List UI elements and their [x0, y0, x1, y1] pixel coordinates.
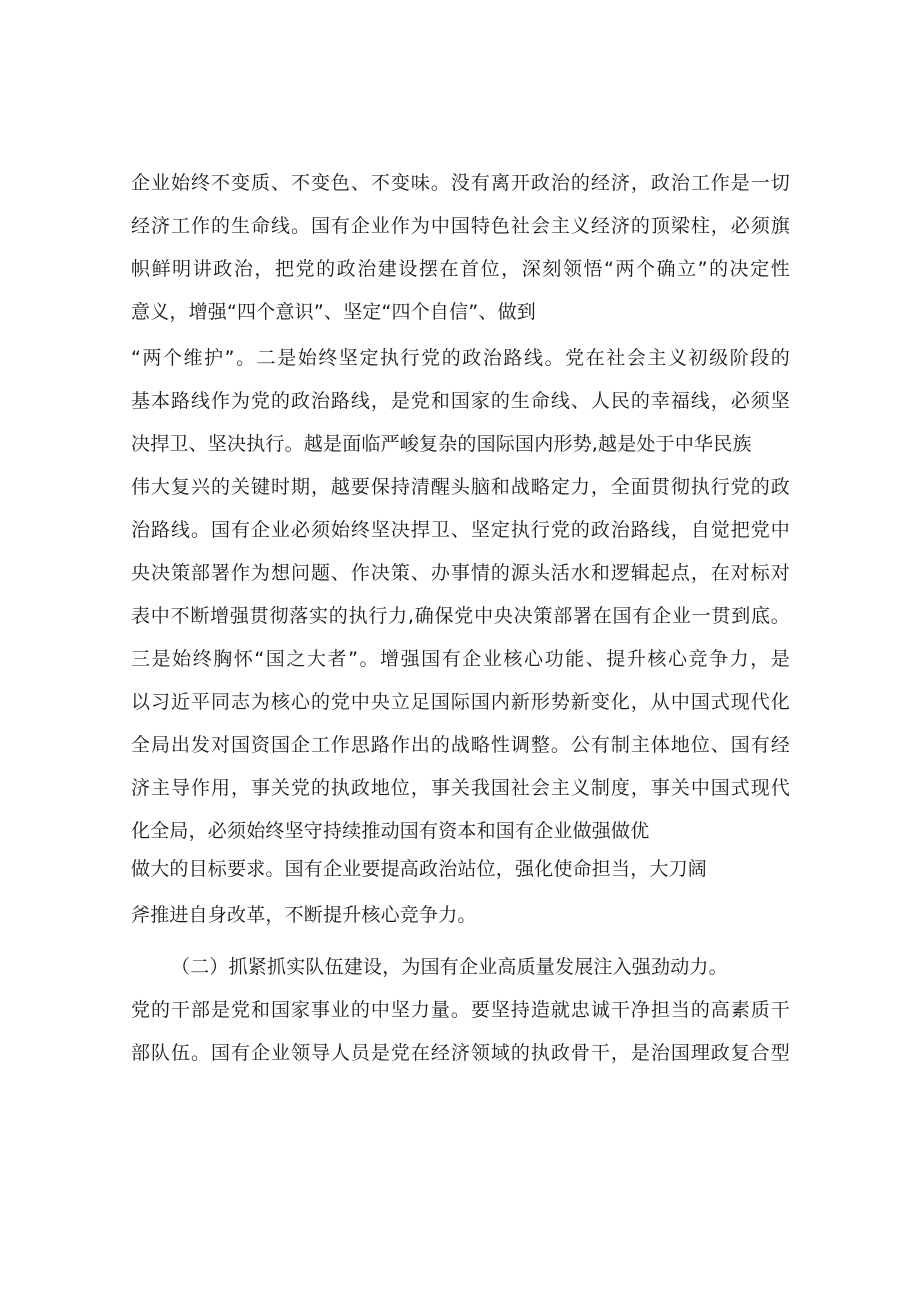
text-line: 以习近平同志为核心的党中央立足国际国内新形势新变化，从中国式现代化 — [131, 691, 790, 713]
text-line: 做大的目标要求。国有企业要提高政治站位，强化使命担当，大刀阔 — [131, 858, 708, 880]
text-line: 帜鲜明讲政治，把党的政治建设摆在首位，深刻领悟“两个确立”的决定性 — [131, 258, 790, 280]
text-line: 经济工作的生命线。国有企业作为中国特色社会主义经济的顶梁柱，必须旗 — [131, 215, 790, 237]
text-line: 全局出发对国资国企工作思路作出的战略性调整。公有制主体地位、国有经 — [131, 734, 790, 756]
text-line: 三是始终胸怀“国之大者”。增强国有企业核心功能、提升核心竞争力，是 — [131, 648, 790, 670]
text-line: 济主导作用，事关党的执政地位，事关我国社会主义制度，事关中国式现代 — [131, 777, 790, 799]
text-line: 化全局，必须始终坚守持续推动国有资本和国有企业做强做优 — [131, 820, 650, 842]
text-line: “两个维护”。二是始终坚定执行党的政治路线。党在社会主义初级阶段的 — [131, 347, 790, 369]
text-line: 部队伍。国有企业领导人员是党在经济领域的执政骨干，是治国理政复合型 — [131, 1042, 790, 1064]
section-heading: （二）抓紧抓实队伍建设，为国有企业高质量发展注入强劲动力。 — [171, 956, 728, 978]
text-line: 企业始终不变质、不变色、不变味。没有离开政治的经济，政治工作是一切 — [131, 172, 790, 194]
text-line: 决捍卫、坚决执行。越是面临严峻复杂的国际国内形势,越是处于中华民族 — [131, 433, 752, 455]
text-line: 央决策部署作为想问题、作决策、办事情的源头活水和逻辑起点，在对标对 — [131, 562, 790, 584]
text-line: 表中不断增强贯彻落实的执行力,确保党中央决策部署在国有企业一贯到底。 — [131, 605, 790, 627]
text-line: 伟大复兴的关键时期，越要保持清醒头脑和战略定力，全面贯彻执行党的政 — [131, 476, 790, 498]
text-line: 党的干部是党和国家事业的中坚力量。要坚持造就忠诚干净担当的高素质干 — [131, 999, 790, 1021]
text-line: 斧推进自身改革，不断提升核心竞争力。 — [131, 904, 477, 926]
text-line: 治路线。国有企业必须始终坚决捍卫、坚定执行党的政治路线，自觉把党中 — [131, 519, 790, 541]
text-line: 意义，增强“四个意识”、坚定“四个自信”、做到 — [131, 301, 536, 323]
text-line: 基本路线作为党的政治路线，是党和国家的生命线、人民的幸福线，必须坚 — [131, 390, 790, 412]
